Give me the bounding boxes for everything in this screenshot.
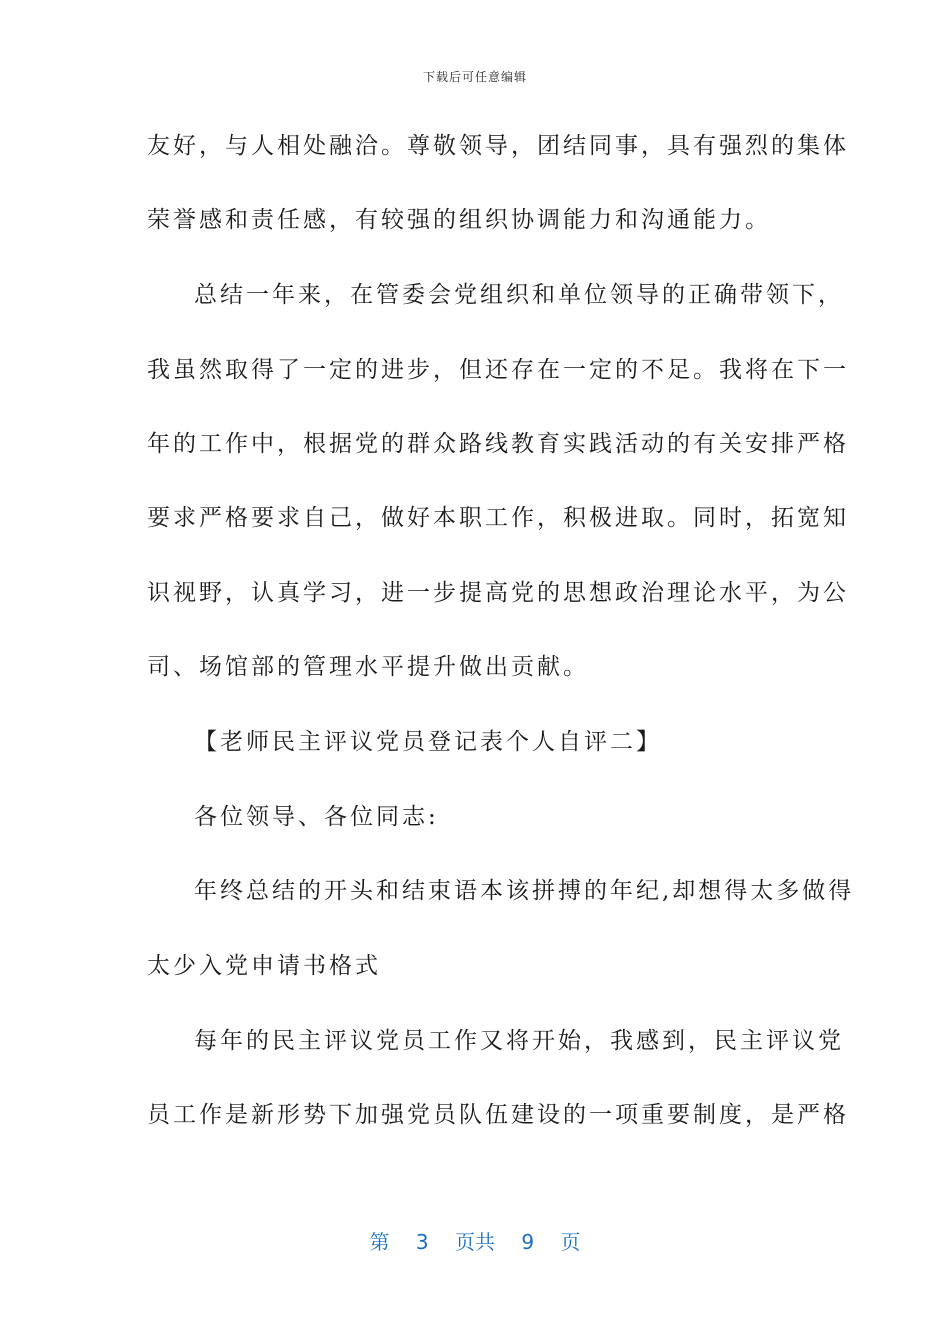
body-line: 识视野，认真学习，进一步提高党的思想政治理论水平，为公 <box>147 580 849 606</box>
footer-suffix: 页 <box>560 1230 581 1254</box>
paragraph-start-line: 每年的民主评议党员工作又将开始，我感到，民主评议党 <box>194 1028 844 1054</box>
body-line: 我虽然取得了一定的进步，但还存在一定的不足。我将在下一 <box>147 357 849 383</box>
paragraph-start-line: 总结一年来，在管委会党组织和单位领导的正确带领下， <box>194 282 844 308</box>
body-line: 太少入党申请书格式 <box>147 953 381 979</box>
paragraph-start-line: 年终总结的开头和结束语本该拼搏的年纪,却想得太多做得 <box>194 878 855 904</box>
total-pages-number: 9 <box>521 1230 535 1254</box>
body-line: 员工作是新形势下加强党员队伍建设的一项重要制度，是严格 <box>147 1102 849 1128</box>
body-line: 年的工作中，根据党的群众路线教育实践活动的有关安排严格 <box>147 431 849 457</box>
body-line: 司、场馆部的管理水平提升做出贡献。 <box>147 654 589 680</box>
body-line: 友好，与人相处融洽。尊敬领导，团结同事，具有强烈的集体 <box>147 133 849 159</box>
body-line: 荣誉感和责任感，有较强的组织协调能力和沟通能力。 <box>147 207 771 233</box>
footer-prefix: 第 <box>369 1230 390 1254</box>
footer-middle: 页共 <box>455 1230 495 1254</box>
salutation-line: 各位领导、各位同志: <box>194 804 439 830</box>
section-heading: 【老师民主评议党员登记表个人自评二】 <box>194 729 662 755</box>
header-note: 下载后可任意编辑 <box>422 70 527 84</box>
page-footer <box>0 1226 950 1255</box>
current-page-number: 3 <box>415 1230 429 1254</box>
body-line: 要求严格要求自己，做好本职工作，积极进取。同时，拓宽知 <box>147 505 849 531</box>
